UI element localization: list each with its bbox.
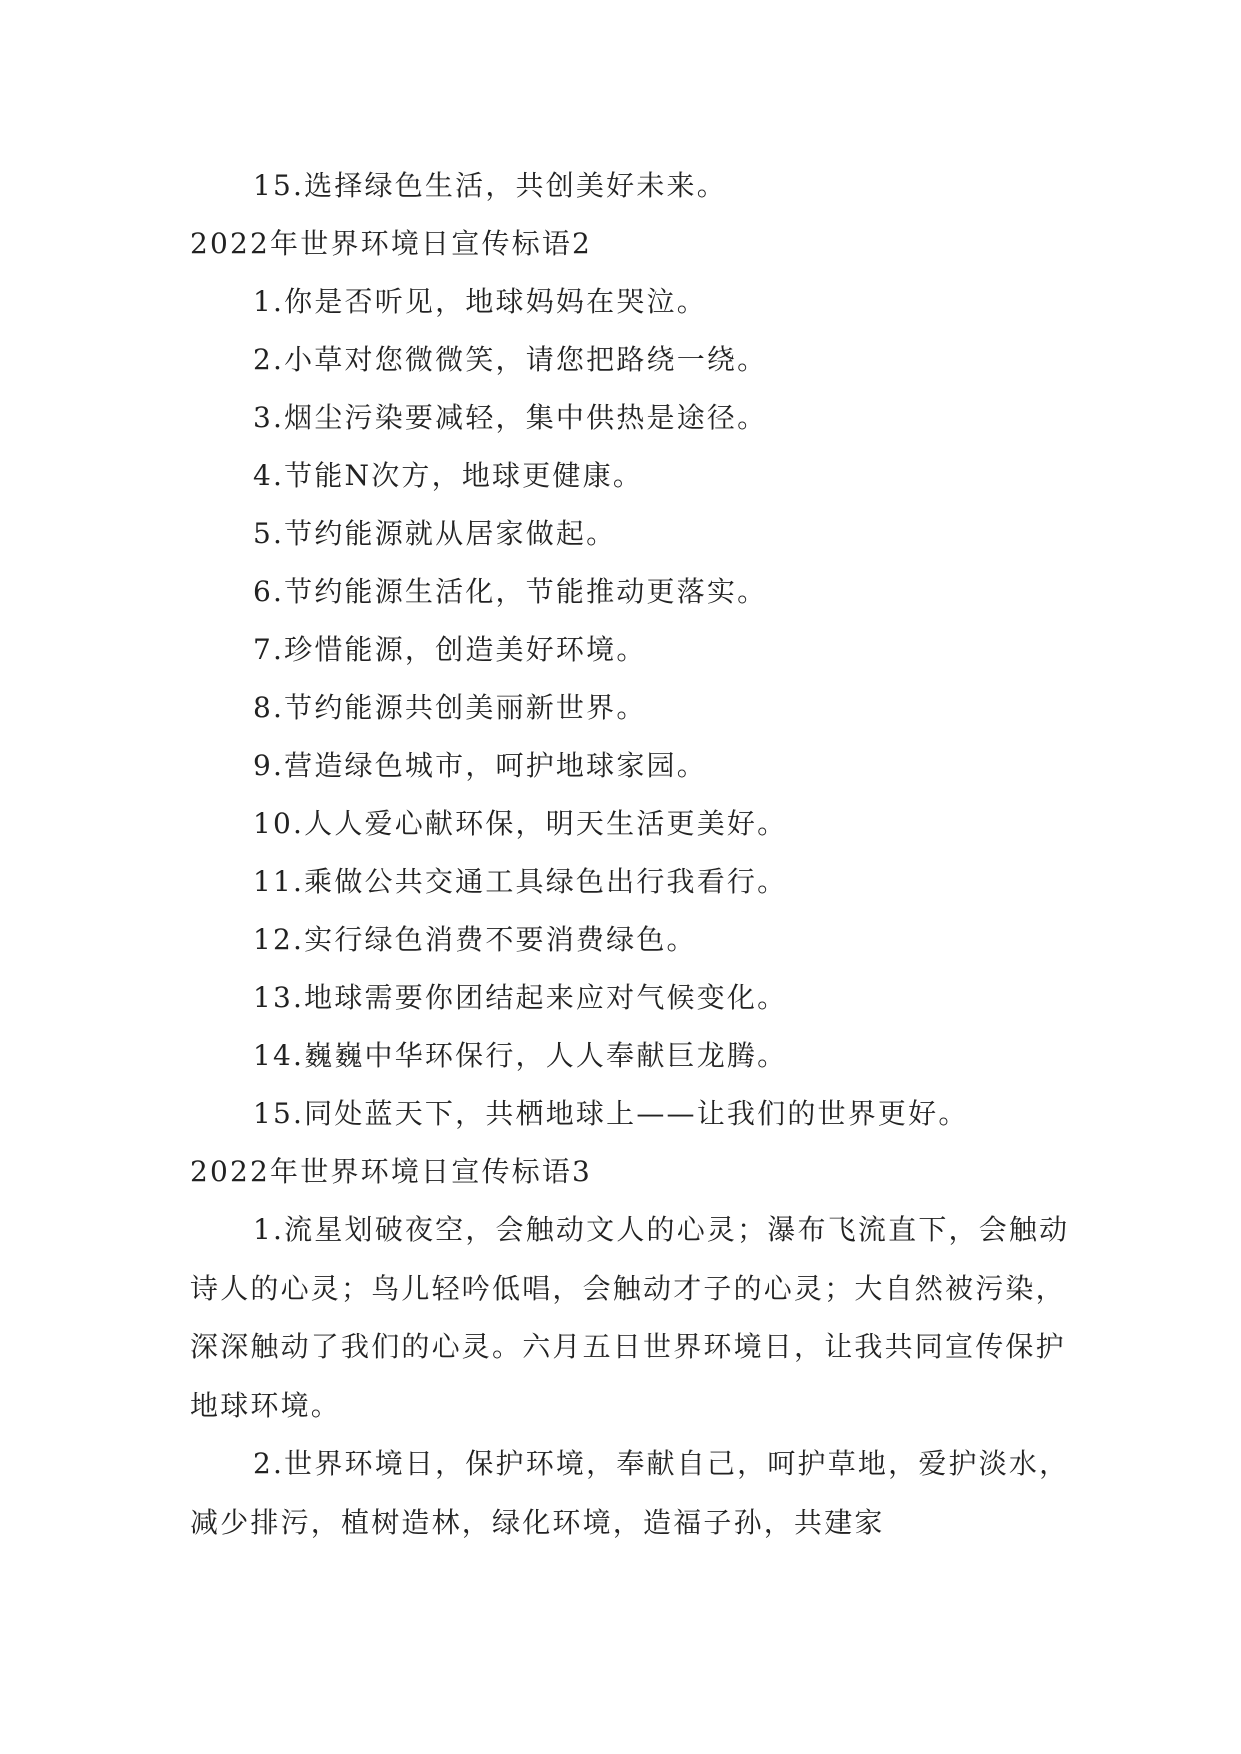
slogan-item: 14.巍巍中华环保行，人人奉献巨龙腾。 — [253, 1039, 788, 1072]
slogan-item: 3.烟尘污染要减轻，集中供热是途径。 — [253, 401, 768, 434]
slogan-item: 8.节约能源共创美丽新世界。 — [253, 691, 647, 724]
slogan-item: 15.选择绿色生活，共创美好未来。 — [253, 169, 727, 202]
slogan-paragraph: 1.流星划破夜空，会触动文人的心灵；瀑布飞流直下，会触动诗人的心灵；鸟儿轻吟低唱，会触动才子的心灵；大自然被污染，深深触动了我们的心灵。六月五日世界环境日，让我共同宣传保护地球环境。 — [190, 1213, 1070, 1422]
slogan-item: 13.地球需要你团结起来应对气候变化。 — [253, 981, 788, 1014]
slogan-item: 1.你是否听见，地球妈妈在哭泣。 — [253, 285, 707, 318]
slogan-item: 4.节能N次方，地球更健康。 — [253, 459, 644, 492]
section-heading: 2022年世界环境日宣传标语2 — [190, 227, 593, 260]
slogan-item: 7.珍惜能源，创造美好环境。 — [253, 633, 647, 666]
slogan-item: 10.人人爱心献环保，明天生活更美好。 — [253, 807, 788, 840]
slogan-item: 11.乘做公共交通工具绿色出行我看行。 — [253, 865, 788, 898]
slogan-item: 2.小草对您微微笑，请您把路绕一绕。 — [253, 343, 768, 376]
slogan-item: 12.实行绿色消费不要消费绿色。 — [253, 923, 697, 956]
slogan-item: 5.节约能源就从居家做起。 — [253, 517, 617, 550]
slogan-item: 9.营造绿色城市，呵护地球家园。 — [253, 749, 707, 782]
slogan-paragraph: 2.世界环境日，保护环境，奉献自己，呵护草地，爱护淡水，减少排污，植树造林，绿化环境，造福子孙，共建家 — [190, 1447, 1070, 1539]
slogan-item: 6.节约能源生活化，节能推动更落实。 — [253, 575, 768, 608]
slogan-item: 15.同处蓝天下，共栖地球上——让我们的世界更好。 — [253, 1097, 969, 1130]
section-heading: 2022年世界环境日宣传标语3 — [190, 1155, 593, 1188]
document-body — [190, 157, 1070, 1552]
